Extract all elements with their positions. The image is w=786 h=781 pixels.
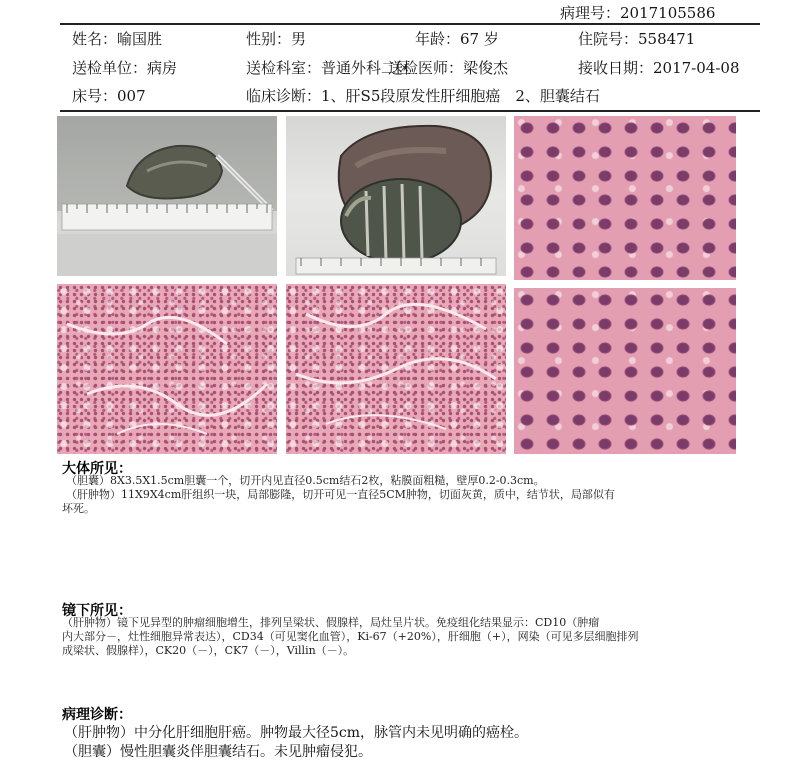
diagnosis-line-1: （肝肿物）中分化肝细胞肝癌。肿物最大径5cm，脉管内未见明确的癌栓。 xyxy=(64,725,529,741)
submit-department: 送检科室：普通外科二区 xyxy=(246,59,412,77)
header-top-rule xyxy=(60,23,760,25)
gross-line-2: （肝肿物）11X9X4cm肝组织一块，局部膨隆，切开可见一直径5CM肿物，切面灰黄，质中，结节状，局部似有 xyxy=(66,488,615,501)
diagnosis-line-2: （胆囊）慢性胆囊炎伴胆囊结石。未见肿瘤侵犯。 xyxy=(64,744,372,760)
gross-line-3: 坏死。 xyxy=(62,502,95,515)
submit-doctor: 送检医师：梁俊杰 xyxy=(388,59,509,77)
bed-number: 床号：007 xyxy=(72,87,146,105)
microscopic-line-1: （肝肿物）镜下见异型的肿瘤细胞增生，排列呈梁状、假腺样，局灶呈片状。免疫组化结果显示：CD10（肿瘤 xyxy=(62,616,600,629)
gross-line-1: （胆囊）8X3.5X1.5cm胆囊一个，切开内见直径0.5cm结石2枚，粘膜面粗糙，壁厚0.2-0.3cm。 xyxy=(66,474,545,487)
patient-name: 姓名：喻国胜 xyxy=(72,30,163,48)
header-bottom-rule xyxy=(60,110,760,112)
microscopic-line-2: 内大部分－，灶性细胞异常表达），CD34（可见窦化血管），Ki-67（+20%），肝细胞（+），网染（可见多层细胞排列 xyxy=(62,630,639,643)
clinical-diagnosis: 临床诊断：1、肝S5段原发性肝细胞癌 2、胆囊结石 xyxy=(246,87,600,105)
patient-age: 年龄：67 岁 xyxy=(415,30,499,48)
histology-low-power-2 xyxy=(286,284,506,454)
gross-findings-title: 大体所见： xyxy=(62,461,132,477)
microscopic-line-3: 成梁状、假腺样），CK20（－），CK7（－），Villin（－）。 xyxy=(62,644,355,657)
microscopic-findings-title: 镜下所见： xyxy=(62,603,132,619)
hospital-number: 住院号：558471 xyxy=(578,30,696,48)
gross-photo-gallbladder xyxy=(57,116,277,276)
histology-high-power-1 xyxy=(514,116,736,280)
pathology-number: 病理号：2017105586 xyxy=(560,4,716,22)
histology-high-power-2 xyxy=(514,288,736,454)
receive-date: 接收日期：2017-04-08 xyxy=(578,59,740,77)
histology-low-power-1 xyxy=(57,284,277,454)
diagnosis-title: 病理诊断： xyxy=(62,707,132,723)
patient-gender: 性别：男 xyxy=(246,30,307,48)
submit-unit: 送检单位：病房 xyxy=(72,59,178,77)
gross-photo-liver xyxy=(286,116,506,276)
